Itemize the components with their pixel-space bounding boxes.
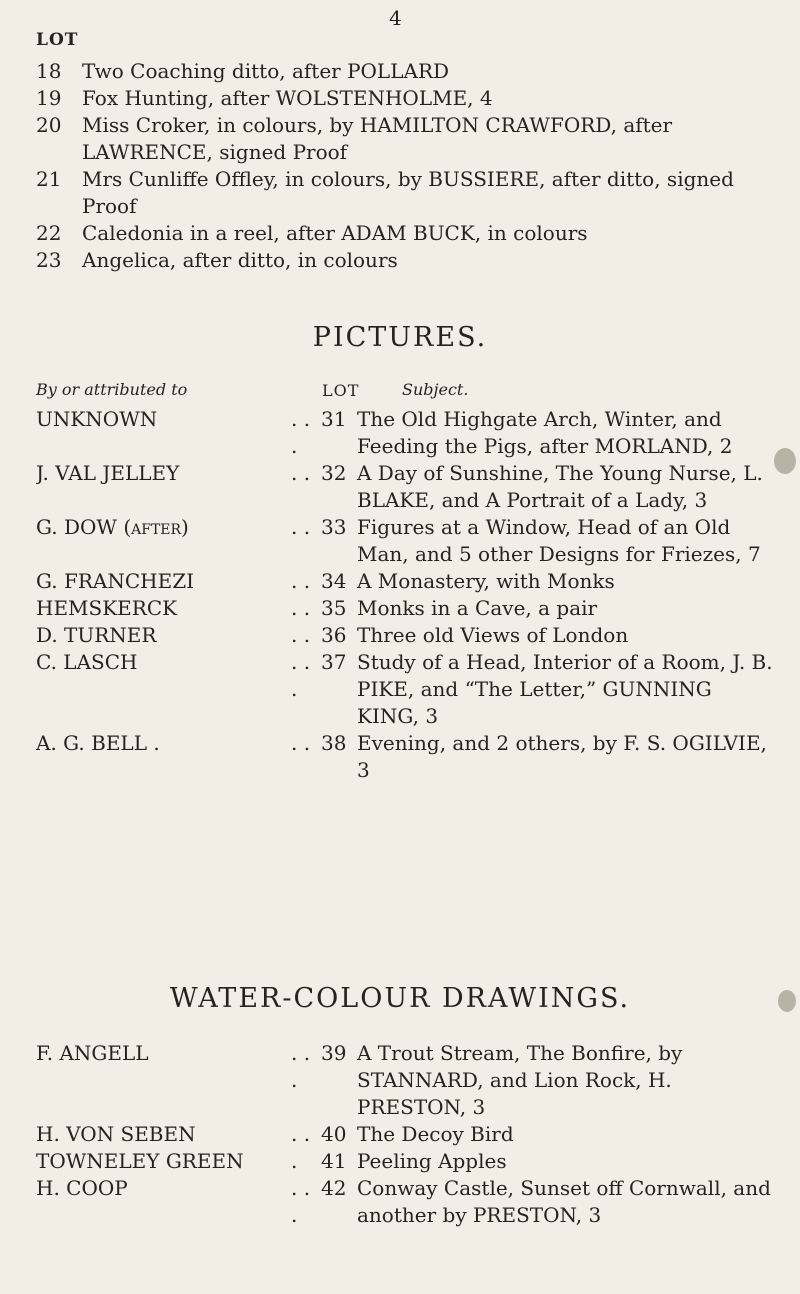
subject-text: Three old Views of London: [357, 623, 629, 647]
list-item: [36, 622, 776, 649]
artist-name: HEMSKERCK: [36, 596, 178, 620]
subject-text: Peeling Apples: [357, 1149, 507, 1173]
subject-text: The Decoy Bird: [357, 1122, 514, 1146]
list-item: [36, 1175, 776, 1229]
lot-number: 23: [36, 248, 62, 272]
lot-number: 18: [36, 59, 62, 83]
lot-number: 42: [321, 1176, 347, 1200]
lot-number: 22: [36, 221, 62, 245]
subject-text: The Old Highgate Arch, Winter, and Feeding the Pigs, after MORLAND, 2: [357, 407, 733, 458]
lot-number: 35: [321, 596, 347, 620]
leader-dots: .: [291, 1149, 298, 1173]
leader-dots: . . .: [291, 650, 311, 701]
subject-text: Figures at a Window, Head of an Old Man, and 5 other Designs for Friezes, 7: [357, 515, 761, 566]
lot-description: Angelica, after ditto, in colours: [82, 248, 398, 272]
list-item: [36, 85, 776, 112]
artist-name: J. VAL JELLEY: [36, 461, 180, 485]
list-item: [36, 220, 776, 247]
lot-description: Two Coaching ditto, after POLLARD: [82, 59, 450, 83]
lot-number: 31: [321, 407, 347, 431]
list-item: [36, 1121, 776, 1148]
artist-name: C. LASCH: [36, 650, 138, 674]
subject-text: Study of a Head, Interior of a Room, J. B. PIKE, and “The Letter,” GUNNING KING, 3: [357, 650, 773, 728]
subject-text: Conway Castle, Sunset off Cornwall, and another by PRESTON, 3: [357, 1176, 771, 1227]
leader-dots: . . .: [291, 407, 311, 458]
list-item: [36, 568, 776, 595]
lot-number: 38: [321, 731, 347, 755]
artist-name: G. FRANCHEZI: [36, 569, 194, 593]
lot-number: 33: [321, 515, 347, 539]
leader-dots: . .: [291, 731, 311, 755]
subject-column-header: Subject.: [402, 380, 469, 399]
lot-column-header: LOT: [322, 381, 360, 400]
artist-name: H. COOP: [36, 1176, 128, 1200]
lot-column-header: LOT: [36, 30, 79, 50]
lot-number: 32: [321, 461, 347, 485]
watercolours-list: [36, 1040, 776, 1229]
pictures-heading: PICTURES.: [312, 322, 488, 353]
lot-number: 41: [321, 1149, 347, 1173]
lot-number: 21: [36, 167, 62, 191]
artist-column-header: By or attributed to: [36, 380, 188, 399]
paper-stain: [778, 990, 796, 1012]
list-item: [36, 595, 776, 622]
artist-name: D. TURNER: [36, 623, 157, 647]
leader-dots: . .: [291, 569, 311, 593]
list-item: [36, 166, 776, 220]
list-item: [36, 460, 776, 514]
list-item: [36, 112, 776, 166]
leader-dots: . .: [291, 515, 311, 539]
artist-name: TOWNELEY GREEN: [36, 1149, 244, 1173]
leader-dots: . .: [291, 623, 311, 647]
leader-dots: . .: [291, 596, 311, 620]
subject-text: Monks in a Cave, a pair: [357, 596, 598, 620]
list-item: [36, 514, 776, 568]
lot-number: 34: [321, 569, 347, 593]
lot-number: 36: [321, 623, 347, 647]
lot-description: Miss Croker, in colours, by HAMILTON CRAWFORD, after LAWRENCE, signed Proof: [82, 113, 673, 164]
subject-text: A Day of Sunshine, The Young Nurse, L. BLAKE, and A Portrait of a Lady, 3: [357, 461, 763, 512]
lot-number: 20: [36, 113, 62, 137]
lot-number: 40: [321, 1122, 347, 1146]
lot-description: Mrs Cunliffe Offley, in colours, by BUSSIERE, after ditto, signed Proof: [82, 167, 734, 218]
list-item: [36, 1148, 776, 1175]
subject-text: Evening, and 2 others, by F. S. OGILVIE, 3: [357, 731, 767, 782]
leader-dots: . . .: [291, 1041, 311, 1092]
artist-name: G. DOW (after): [36, 515, 189, 539]
artist-name: F. ANGELL: [36, 1041, 149, 1065]
lot-number: 39: [321, 1041, 347, 1065]
leader-dots: . . .: [291, 1176, 311, 1227]
subject-text: A Monastery, with Monks: [357, 569, 615, 593]
prints-list: [36, 58, 776, 274]
paper-stain: [774, 448, 796, 474]
pictures-list: [36, 406, 776, 784]
list-item: [36, 1040, 776, 1121]
leader-dots: . .: [291, 1122, 311, 1146]
watercolours-heading: WATER-COLOUR DRAWINGS.: [169, 983, 631, 1014]
lot-description: Caledonia in a reel, after ADAM BUCK, in colours: [82, 221, 588, 245]
list-item: [36, 730, 776, 784]
leader-dots: . .: [291, 461, 311, 485]
artist-name: H. VON SEBEN: [36, 1122, 196, 1146]
lot-description: Fox Hunting, after WOLSTENHOLME, 4: [82, 86, 493, 110]
artist-name: A. G. BELL .: [36, 731, 160, 755]
lot-number: 37: [321, 650, 347, 674]
list-item: [36, 649, 776, 730]
page-number: 4: [389, 6, 402, 30]
lot-number: 19: [36, 86, 62, 110]
list-item: [36, 247, 776, 274]
list-item: [36, 58, 776, 85]
subject-text: A Trout Stream, The Bonfire, by STANNARD, and Lion Rock, H. PRESTON, 3: [357, 1041, 683, 1119]
artist-name: UNKNOWN: [36, 407, 158, 431]
list-item: [36, 406, 776, 460]
